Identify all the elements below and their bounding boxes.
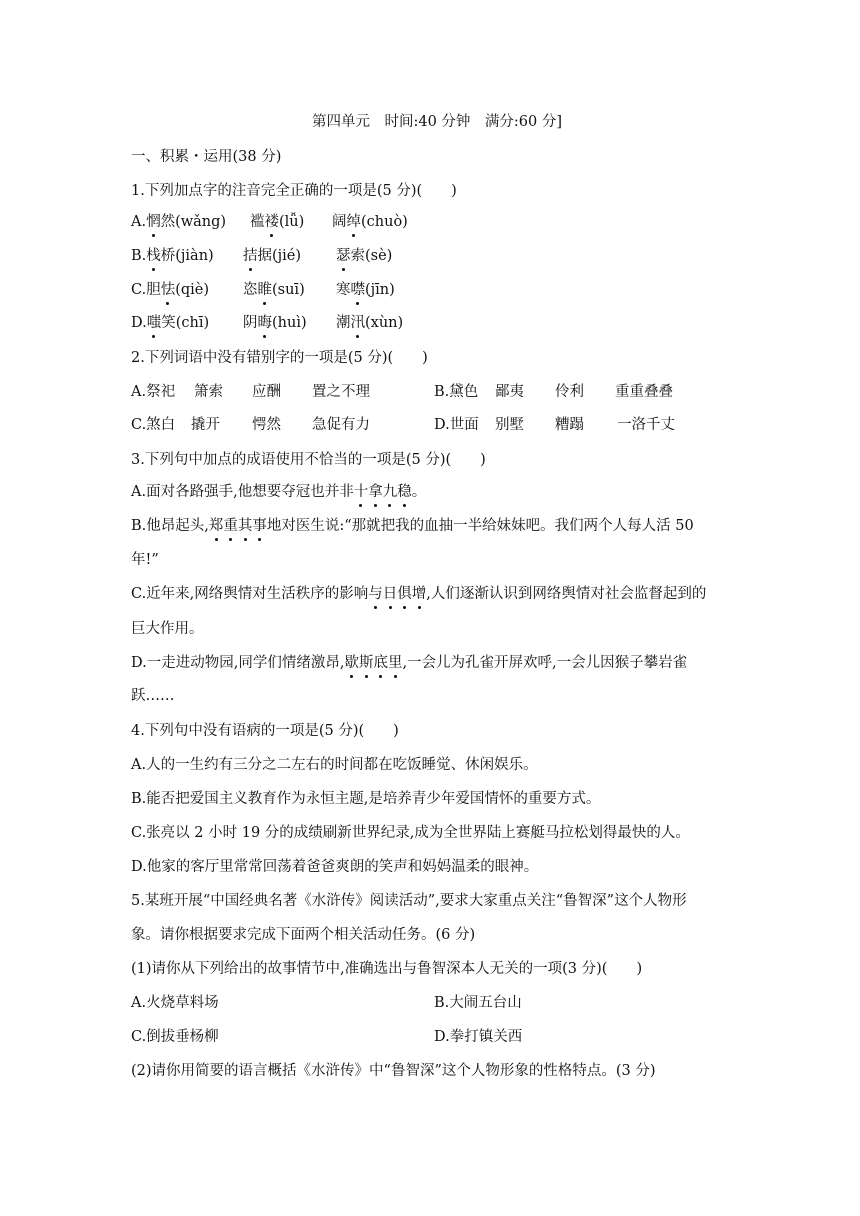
q1-a-item1: A.惘然(wǎng): [131, 214, 227, 230]
q1-option-b: [131, 246, 731, 266]
q1-c-item1: C.胆怯(qiè): [131, 282, 210, 298]
q5-sub1: (1)请你从下列给出的故事情节中,准确选出与鲁智深本人无关的一项(3 分)( ): [131, 961, 643, 977]
q1-d-item1: D.嗤笑(chī): [131, 315, 210, 331]
q2-b-word2: 鄙夷: [495, 384, 524, 400]
q4-option-c: C.张亮以 2 小时 19 分的成绩刷新世界纪录,成为全世界陆上赛艇马拉松划得最快的人。: [131, 825, 690, 841]
q2-b-word1: B.黛色: [434, 384, 479, 400]
page-title: 第四单元 时间:40 分钟 满分:60 分]: [311, 114, 563, 130]
q5-option-a: A.火烧草料场: [131, 995, 219, 1011]
q3-option-a: A.面对各路强手,他想要夺冠也并非十拿九稳。: [131, 484, 427, 500]
q2-b-word4: 重重叠叠: [615, 384, 673, 400]
q5-option-b: B.大闹五台山: [434, 995, 522, 1011]
q2-d-word1: D.世面: [434, 417, 479, 433]
q3-option-c: C.近年来,网络舆情对生活秩序的影响与日俱增,人们逐渐认识到网络舆情对社会监督起到的: [131, 586, 707, 602]
q1-d-item2: 阴晦(huì): [243, 315, 307, 331]
q3-c-idiom: 与日俱增: [368, 586, 427, 602]
q5-option-row-ab: [131, 993, 731, 1013]
q3-option-d-cont: 跃……: [131, 688, 175, 704]
q1-option-c: [131, 280, 731, 300]
q1-d-item3: 潮汛(xùn): [336, 315, 404, 331]
q1-b-item1: B.栈桥(jiàn): [131, 248, 214, 264]
q4-option-a: A.人的一生约有三分之二左右的时间都在吃饭睡觉、休闲娱乐。: [131, 757, 538, 773]
q1-option-d: [131, 313, 731, 333]
q5-option-d: D.拳打镇关西: [434, 1029, 523, 1045]
q2-option-row-ab: [131, 382, 731, 402]
q3-b-idiom: 郑重其事: [208, 518, 267, 534]
q1-b-item3: 瑟索(sè): [336, 248, 393, 264]
q3-a-idiom: 十拿九稳: [353, 484, 412, 500]
q4-option-b: B.能否把爱国主义教育作为永恒主题,是培养青少年爱国情怀的重要方式。: [131, 791, 601, 807]
q2-c-word4: 急促有力: [312, 417, 370, 433]
q2-option-row-cd: [131, 415, 731, 435]
q2-a-word4: 置之不理: [312, 384, 370, 400]
q1-c-item3: 寒噤(jīn): [336, 282, 395, 298]
q5-stem-line2: 象。请你根据要求完成下面两个相关活动任务。(6 分): [131, 927, 476, 943]
q5-stem-line1: 5.某班开展“中国经典名著《水浒传》阅读活动”,要求大家重点关注“鲁智深”这个人物形: [131, 893, 687, 909]
q3-option-b-cont: 年!”: [131, 552, 159, 568]
q2-a-word3: 应酬: [252, 384, 281, 400]
q2-stem: 2.下列词语中没有错别字的一项是(5 分)( ): [131, 350, 428, 366]
q5-option-c: C.倒拔垂杨柳: [131, 1029, 219, 1045]
q1-c-item2: 恣睢(suī): [243, 282, 305, 298]
q4-option-d: D.他家的客厅里常常回荡着爸爸爽朗的笑声和妈妈温柔的眼神。: [131, 859, 539, 875]
q2-d-word3: 糟蹋: [555, 417, 584, 433]
q1-b-item2: 拮据(jié): [243, 248, 302, 264]
q2-c-word1: C.煞白: [131, 417, 176, 433]
q2-d-word2: 别墅: [495, 417, 524, 433]
q3-stem: 3.下列句中加点的成语使用不恰当的一项是(5 分)( ): [131, 452, 486, 468]
q3-option-b: B.他昂起头,郑重其事地对医生说:“那就把我的血抽一半给妹妹吧。我们两个人每人活 50: [131, 518, 694, 534]
q2-c-word3: 愕然: [252, 417, 281, 433]
q1-stem: 1.下列加点字的注音完全正确的一项是(5 分)( ): [131, 183, 457, 199]
q1-a-item3: 阔绰(chuò): [332, 214, 408, 230]
q5-sub2: (2)请你用简要的语言概括《水浒传》中“鲁智深”这个人物形象的性格特点。(3 分): [131, 1063, 656, 1079]
q3-option-d: D.一走进动物园,同学们情绪激昂,歇斯底里,一会儿为孔雀开屏欢呼,一会儿因猴子攀岩雀: [131, 655, 688, 671]
q1-a-item2: 褴褛(lǚ): [250, 214, 305, 230]
q2-c-word2: 撬开: [191, 417, 220, 433]
q4-stem: 4.下列句中没有语病的一项是(5 分)( ): [131, 723, 399, 739]
q3-option-c-cont: 巨大作用。: [131, 621, 204, 637]
q1-option-a: [131, 212, 731, 232]
q5-option-row-cd: [131, 1027, 731, 1047]
q2-a-word1: A.祭祀: [131, 384, 176, 400]
section-heading: 一、积累・运用(38 分): [131, 149, 282, 165]
q2-d-word4: 一洛千丈: [617, 417, 675, 433]
q2-b-word3: 伶利: [555, 384, 584, 400]
q3-d-idiom: 歇斯底里: [344, 655, 403, 671]
q2-a-word2: 箫索: [194, 384, 223, 400]
